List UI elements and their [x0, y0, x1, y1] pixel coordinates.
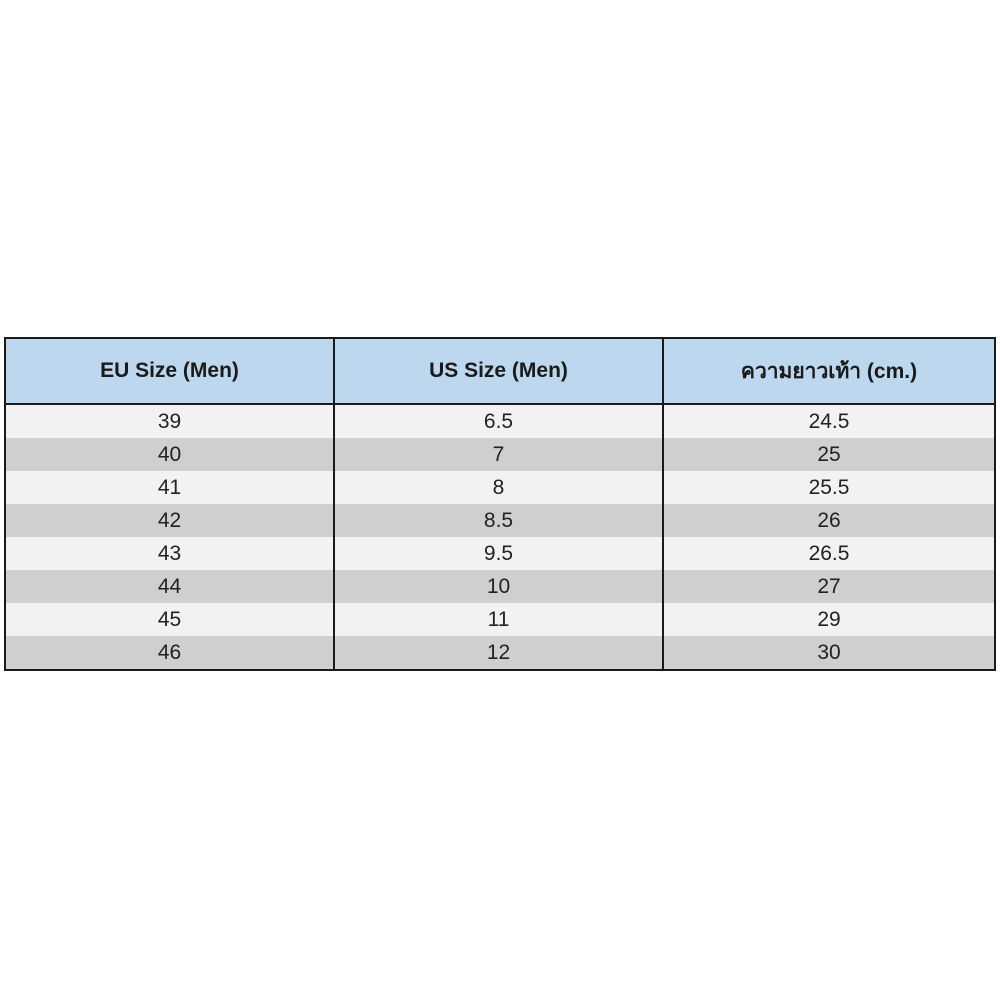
us-size-cell: 8.5: [334, 504, 663, 537]
table-row: [5, 603, 995, 636]
header-foot-length: ความยาวเท้า (cm.): [663, 338, 995, 404]
us-size-cell: 10: [334, 570, 663, 603]
foot-length-cell: 26: [663, 504, 995, 537]
foot-length-cell: 25.5: [663, 471, 995, 504]
table-row: [5, 438, 995, 471]
table-row: [5, 504, 995, 537]
header-eu-size: EU Size (Men): [5, 338, 334, 404]
table-row: [5, 471, 995, 504]
eu-size-cell: 40: [5, 438, 334, 471]
foot-length-cell: 27: [663, 570, 995, 603]
foot-length-cell: 30: [663, 636, 995, 670]
us-size-cell: 8: [334, 471, 663, 504]
us-size-cell: 9.5: [334, 537, 663, 570]
eu-size-cell: 41: [5, 471, 334, 504]
table-row: [5, 570, 995, 603]
foot-length-cell: 25: [663, 438, 995, 471]
table-row: [5, 404, 995, 438]
foot-length-cell: 29: [663, 603, 995, 636]
eu-size-cell: 46: [5, 636, 334, 670]
us-size-cell: 6.5: [334, 404, 663, 438]
header-us-size: US Size (Men): [334, 338, 663, 404]
eu-size-cell: 43: [5, 537, 334, 570]
table-row: [5, 537, 995, 570]
eu-size-cell: 45: [5, 603, 334, 636]
foot-length-cell: 24.5: [663, 404, 995, 438]
header-row: [5, 338, 995, 404]
size-chart-table: [4, 337, 996, 671]
us-size-cell: 7: [334, 438, 663, 471]
us-size-cell: 12: [334, 636, 663, 670]
us-size-cell: 11: [334, 603, 663, 636]
table-row: [5, 636, 995, 670]
eu-size-cell: 44: [5, 570, 334, 603]
eu-size-cell: 42: [5, 504, 334, 537]
foot-length-cell: 26.5: [663, 537, 995, 570]
eu-size-cell: 39: [5, 404, 334, 438]
